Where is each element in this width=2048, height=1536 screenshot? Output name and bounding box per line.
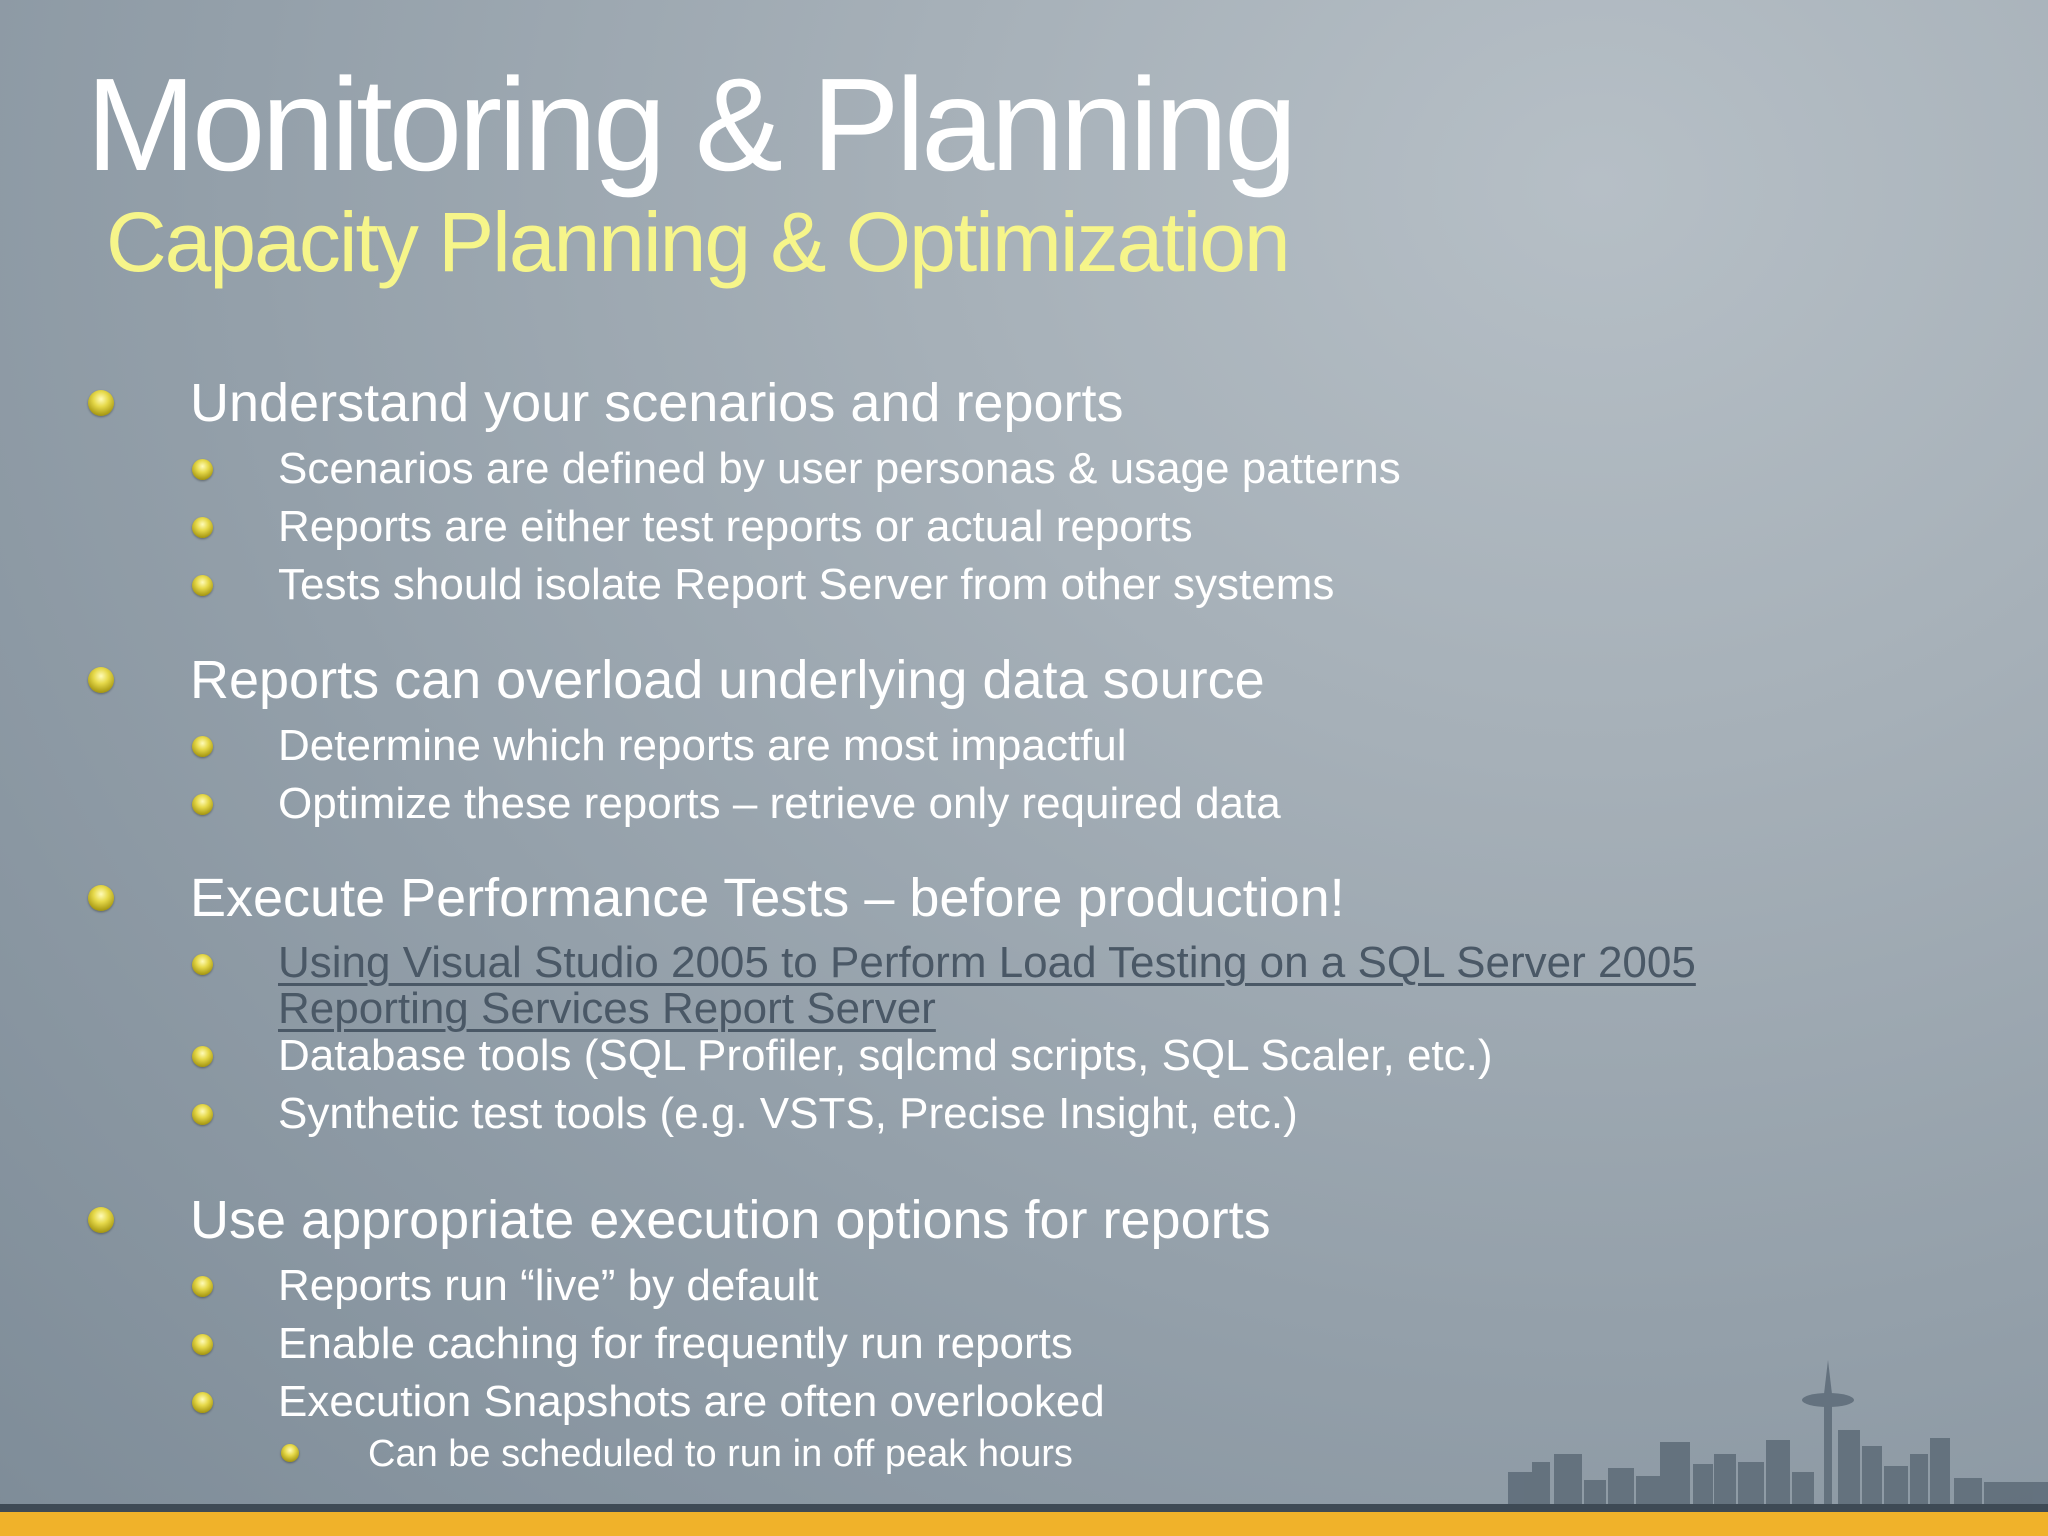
bullet-dot-icon [192, 1046, 213, 1067]
slide-title: Monitoring & Planning [86, 51, 1294, 198]
bullet-dot-icon [192, 575, 213, 596]
bullet-dot-icon [192, 459, 213, 480]
bullet-text: Execution Snapshots are often overlooked [278, 1377, 1105, 1426]
footer-bar [0, 1512, 2048, 1536]
bullet-link[interactable]: Using Visual Studio 2005 to Perform Load Testing on a SQL Server 2005 [278, 938, 1696, 987]
bullet-dot-icon [88, 885, 114, 911]
bullet-dot-icon [192, 1276, 213, 1297]
bullet-text: Reports are either test reports or actual reports [278, 502, 1193, 551]
bullet-text: Optimize these reports – retrieve only required data [278, 779, 1281, 828]
bullet-text: Execute Performance Tests – before production! [190, 868, 1345, 928]
bullet-dot-icon [192, 1104, 213, 1125]
bullet-text: Determine which reports are most impactful [278, 721, 1127, 770]
bullet-dot-icon [88, 390, 114, 416]
bullet-link[interactable]: Reporting Services Report Server [278, 984, 936, 1033]
bullet-text: Use appropriate execution options for reports [190, 1190, 1271, 1250]
bullet-dot-icon [192, 954, 213, 975]
bullet-text: Enable caching for frequently run reports [278, 1319, 1073, 1368]
bullet-dot-icon [192, 517, 213, 538]
bullet-text: Reports can overload underlying data source [190, 650, 1265, 710]
slide-subtitle: Capacity Planning & Optimization [106, 195, 1289, 289]
bullet-dot-icon [192, 794, 213, 815]
bullet-text: Can be scheduled to run in off peak hours [368, 1433, 1073, 1475]
bullet-dot-icon [88, 667, 114, 693]
bullet-dot-icon [192, 1334, 213, 1355]
bullet-text: Reports run “live” by default [278, 1261, 819, 1310]
bullet-dot-icon [88, 1207, 114, 1233]
bullet-dot-icon [192, 1392, 213, 1413]
city-skyline-icon [1488, 1342, 2048, 1512]
bullet-text: Understand your scenarios and reports [190, 373, 1124, 433]
bullet-text: Scenarios are defined by user personas & usage patterns [278, 444, 1401, 493]
bullet-dot-icon [192, 736, 213, 757]
footer-divider [0, 1504, 2048, 1512]
bullet-text: Database tools (SQL Profiler, sqlcmd scripts, SQL Scaler, etc.) [278, 1031, 1493, 1080]
bullet-text: Tests should isolate Report Server from other systems [278, 560, 1335, 609]
bullet-text: Synthetic test tools (e.g. VSTS, Precise Insight, etc.) [278, 1089, 1298, 1138]
bullet-dot-icon [281, 1444, 299, 1462]
